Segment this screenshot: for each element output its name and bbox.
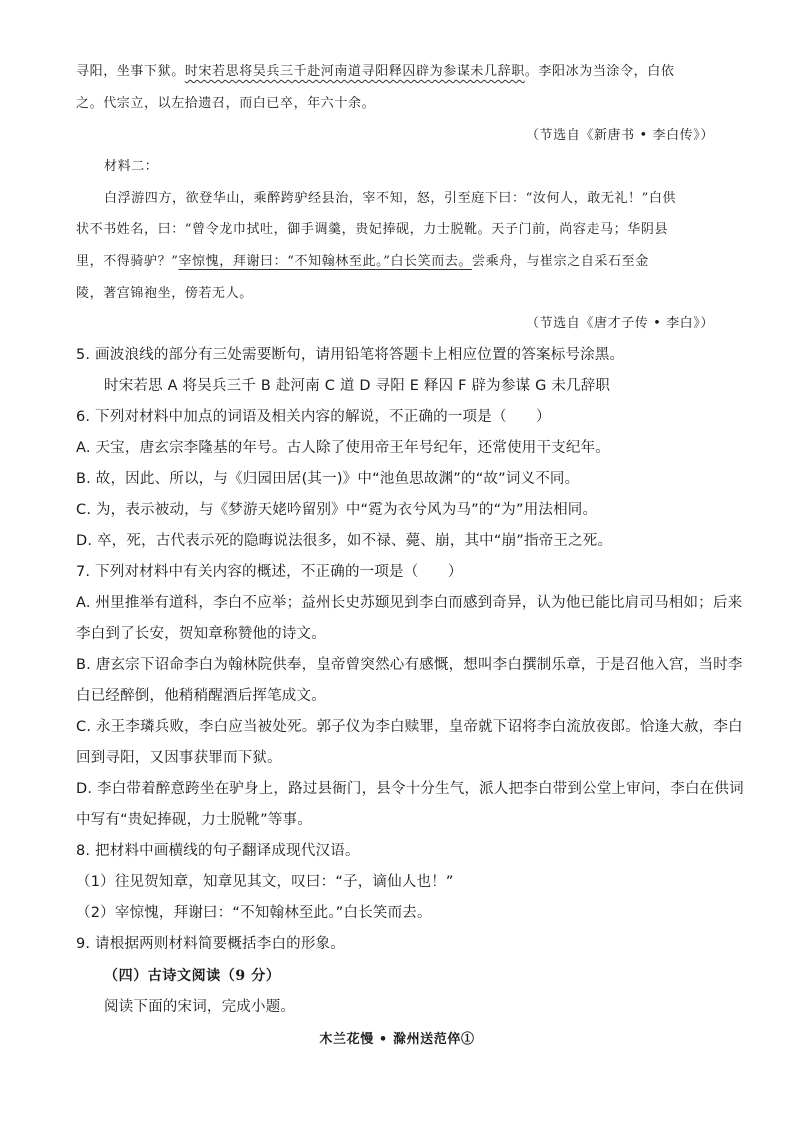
- passage2-line3-post: 尝乘舟，与崔宗之自采石至金: [472, 254, 649, 269]
- question-7: 7. 下列对材料中有关内容的概述，不正确的一项是（ ）: [76, 564, 463, 580]
- question-7-option-b-line1: B. 唐玄宗下诏命李白为翰林院供奉，皇帝曾突然心有感慨，想叫李白撰制乐章，于是召他入宫，当时李: [76, 657, 743, 673]
- question-7-option-a-line2: 李白到了长安，贺知章称赞他的诗文。: [76, 626, 326, 642]
- question-7-option-c-line2: 回到寻阳，又因事获罪而下狱。: [76, 750, 282, 766]
- question-8-sentence-1: （1）往见贺知章，知章见其文，叹曰：“子，谪仙人也！”: [76, 874, 454, 890]
- question-5-text: 时宋若思 A 将吴兵三千 B 赴河南 C 道 D 寻阳 E 释囚 F 辟为参谋 G 未几辞职: [104, 378, 611, 394]
- passage2-line3-pre: 里，不得骑驴？”: [76, 254, 179, 269]
- passage2-line2: 状不书姓名，曰：“曾令龙巾拭吐，御手调羹，贵妃捧砚，力士脱靴。天子门前，尚容走马；华阴县: [76, 222, 669, 237]
- question-6-option-a: A. 天宝，唐玄宗李隆基的年号。古人除了使用帝王年号纪年，还常使用干支纪年。: [76, 440, 610, 456]
- question-6: 6. 下列对材料中加点的词语及相关内容的解说，不正确的一项是（ ）: [76, 409, 551, 425]
- section-4-instruction: 阅读下面的宋词，完成小题。: [104, 999, 296, 1015]
- question-7-option-d-line1: D. 李白带着醉意跨坐在驴身上，路过县衙门，县令十分生气，派人把李白带到公堂上审问，李白在供词: [76, 781, 744, 797]
- passage2-source: （节选自《唐才子传 • 李白》）: [525, 316, 714, 331]
- section-4-title: （四）古诗文阅读（9 分）: [104, 968, 281, 984]
- passage1-line2: 之。代宗立，以左拾遗召，而白已卒，年六十余。: [76, 96, 376, 111]
- question-7-option-c-line1: C. 永王李璘兵败，李白应当被处死。郭子仪为李白赎罪，皇帝就下诏将李白流放夜郎。恰逢大赦，李白: [76, 719, 743, 735]
- question-5: 5. 画波浪线的部分有三处需要断句，请用铅笔将答题卡上相应位置的答案标号涂黑。: [76, 347, 625, 363]
- passage1-line1-post: 。李阳冰为当涂令，白依: [524, 64, 675, 79]
- question-7-option-d-line2: 中写有“贵妃捧砚，力士脱靴”等事。: [76, 812, 312, 828]
- question-8-sentence-2: （2）宰惊愧，拜谢曰：“不知翰林至此。”白长笑而去。: [76, 905, 432, 921]
- question-6-option-c: C. 为，表示被动，与《梦游天姥吟留别》中“霓为衣兮风为马”的“为”用法相同。: [76, 502, 598, 518]
- passage2-line1: 白浮游四方，欲登华山，乘醉跨驴经县治，宰不知，怒，引至庭下曰：“汝何人，敢无礼！”白供: [104, 191, 677, 206]
- poem-title: 木兰花慢 • 滁州送范倅①: [319, 1032, 475, 1047]
- passage1-source: （节选自《新唐书 • 李白传》）: [525, 128, 714, 143]
- question-6-option-d: D. 卒，死，古代表示死的隐晦说法很多，如不禄、薨、崩，其中“崩”指帝王之死。: [76, 533, 613, 549]
- question-9: 9. 请根据两则材料简要概括李白的形象。: [76, 936, 345, 952]
- question-7-option-b-line2: 白已经醉倒，他稍稍醒酒后挥笔成文。: [76, 688, 326, 704]
- passage1-line1-pre: 寻阳，坐事下狱。: [76, 64, 185, 79]
- question-6-option-b: B. 故，因此、所以，与《归园田居(其一)》中“池鱼思故渊”的“故”词义不同。: [76, 471, 580, 487]
- passage2-line4: 陵，著宫锦袍坐，傍若无人。: [76, 286, 253, 301]
- question-8: 8. 把材料中画横线的句子翻译成现代汉语。: [76, 843, 360, 859]
- question-7-option-a-line1: A. 州里推举有道科，李白不应举；益州长史苏颋见到李白而感到奇异，认为他已能比肩司马相如；后来: [76, 595, 743, 611]
- passage1-line1: [76, 62, 674, 82]
- passage2-line3: [76, 252, 649, 272]
- passage2-heading: 材料二：: [104, 159, 159, 174]
- passage2-underlined-sentence: 宰惊愧，拜谢曰：“不知翰林至此。”白长笑而去。: [178, 254, 473, 269]
- passage1-wavy-sentence: 时宋若思将吴兵三千赴河南道寻阳释囚辟为参谋未几辞职: [184, 64, 525, 79]
